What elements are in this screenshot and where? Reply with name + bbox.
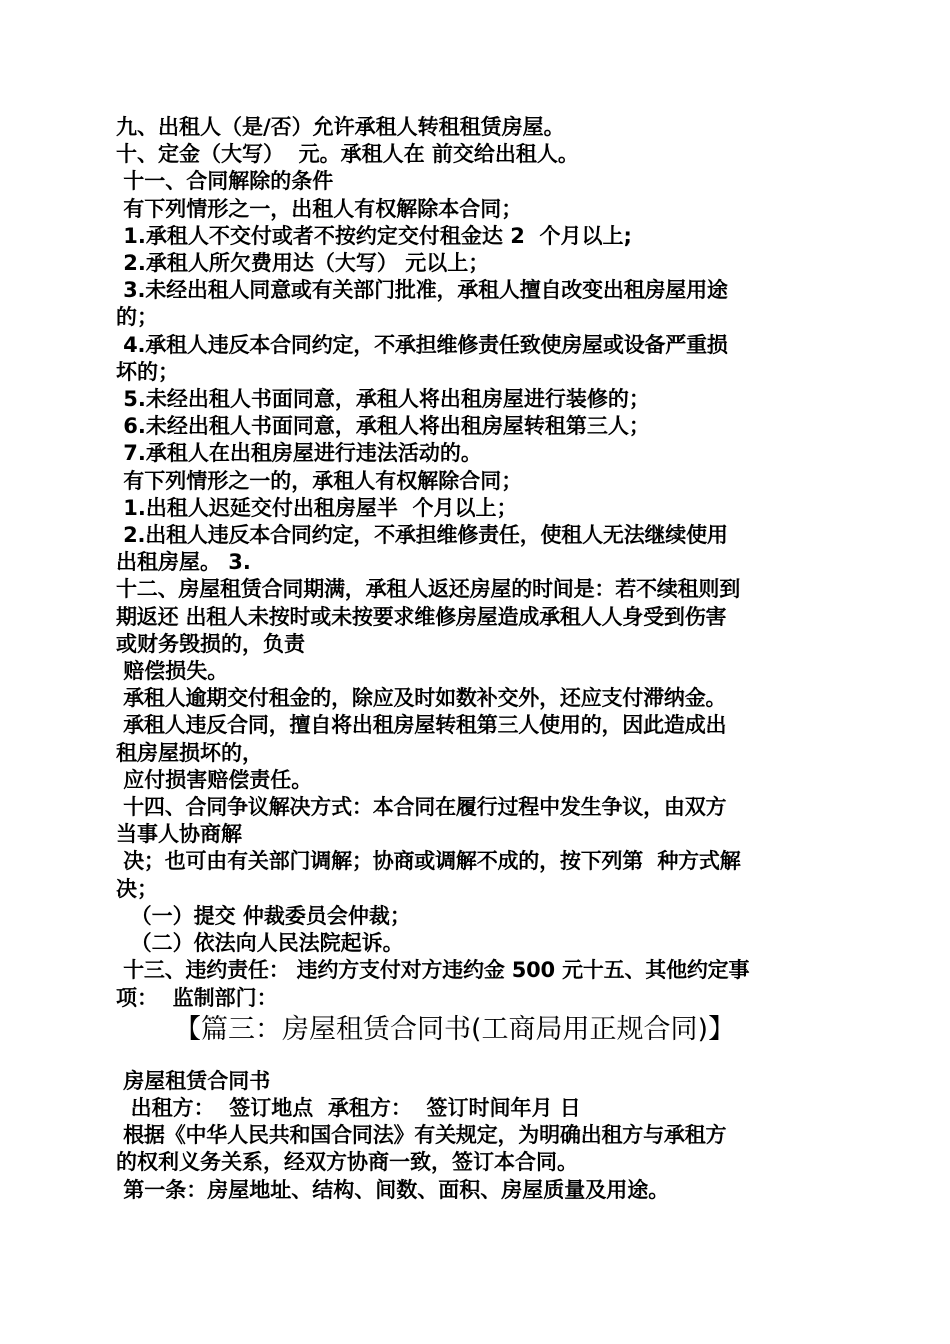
text-line: 根据《中华人民共和国合同法》有关规定，为明确出租方与承租方 — [116, 1123, 727, 1148]
section-title: 【篇三：房屋租赁合同书(工商局用正规合同)】 — [174, 1013, 736, 1045]
spacer — [116, 1048, 836, 1068]
text-line: 7.承租人在出租房屋进行违法活动的。 — [116, 441, 482, 466]
text-line: 期返还 出租人未按时或未按要求维修房屋造成承租人人身受到伤害 — [116, 604, 727, 629]
text-line: 十四、合同争议解决方式：本合同在履行过程中发生争议，由双方 — [116, 795, 727, 820]
text-line: 承租人违反合同，擅自将出租房屋转租第三人使用的，因此造成出 — [116, 713, 727, 738]
text-line: 或财务毁损的，负责 — [116, 631, 305, 656]
text-line: 决； — [116, 876, 158, 901]
text-line: 承租人逾期交付租金的，除应及时如数补交外，还应支付滞纳金。 — [116, 686, 727, 711]
text-line: 应付损害赔偿责任。 — [116, 767, 313, 792]
text-line: 5.未经出租人书面同意，承租人将出租房屋进行装修的； — [116, 387, 650, 412]
text-line: 2.承租人所欠费用达（大写） 元以上； — [116, 251, 490, 276]
text-line: 4.承租人违反本合同约定，不承担维修责任致使房屋或设备严重损 — [116, 332, 728, 357]
text-line: 第一条：房屋地址、结构、间数、面积、房屋质量及用途。 — [116, 1177, 670, 1202]
text-line: 1.承租人不交付或者不按约定交付租金达 2 个月以上; — [116, 223, 632, 248]
text-line: 坏的； — [116, 359, 179, 384]
text-line: 有下列情形之一的，承租人有权解除合同； — [116, 468, 523, 493]
text-line: 租房屋损坏的， — [116, 740, 263, 765]
text-line: 当事人协商解 — [116, 822, 242, 847]
text-line: （二）依法向人民法院起诉。 — [116, 931, 404, 956]
text-line: 十三、违约责任： 违约方支付对方违约金 500 元十五、其他约定事 — [116, 958, 750, 983]
text-line: 十、定金（大写） 元。承租人在 前交给出租人。 — [116, 142, 579, 167]
text-line: 1.出租人迟延交付出租房屋半 个月以上； — [116, 495, 518, 520]
text-line: 的权利义务关系，经双方协商一致，签订本合同。 — [116, 1150, 578, 1175]
text-line: 有下列情形之一，出租人有权解除本合同； — [116, 196, 523, 221]
text-line: 3.未经出租人同意或有关部门批准，承租人擅自改变出租房屋用途 — [116, 278, 728, 303]
text-line: 的； — [116, 305, 158, 330]
text-line: 九、出租人（是/否）允许承租人转租租赁房屋。 — [116, 115, 565, 139]
text-line: 项： 监制部门： — [116, 985, 278, 1010]
text-line: （一）提交 仲裁委员会仲裁； — [116, 903, 411, 928]
text-line: 6.未经出租人书面同意，承租人将出租房屋转租第三人； — [116, 414, 650, 439]
text-line: 赔偿损失。 — [116, 659, 229, 684]
text-line: 出租方： 签订地点 承租方： 签订时间年月 日 — [116, 1095, 581, 1120]
text-line: 十一、合同解除的条件 — [116, 169, 334, 194]
text-line: 决；也可由有关部门调解；协商或调解不成的，按下列第 种方式解 — [116, 849, 741, 874]
text-line: 房屋租赁合同书 — [116, 1068, 271, 1093]
document-body — [116, 114, 836, 1204]
text-line: 出租房屋。 3. — [116, 550, 251, 575]
text-line: 十二、房屋租赁合同期满，承租人返还房屋的时间是：若不续租则到 — [116, 577, 740, 602]
text-line: 2.出租人违反本合同约定，不承担维修责任，使租人无法继续使用 — [116, 523, 728, 548]
